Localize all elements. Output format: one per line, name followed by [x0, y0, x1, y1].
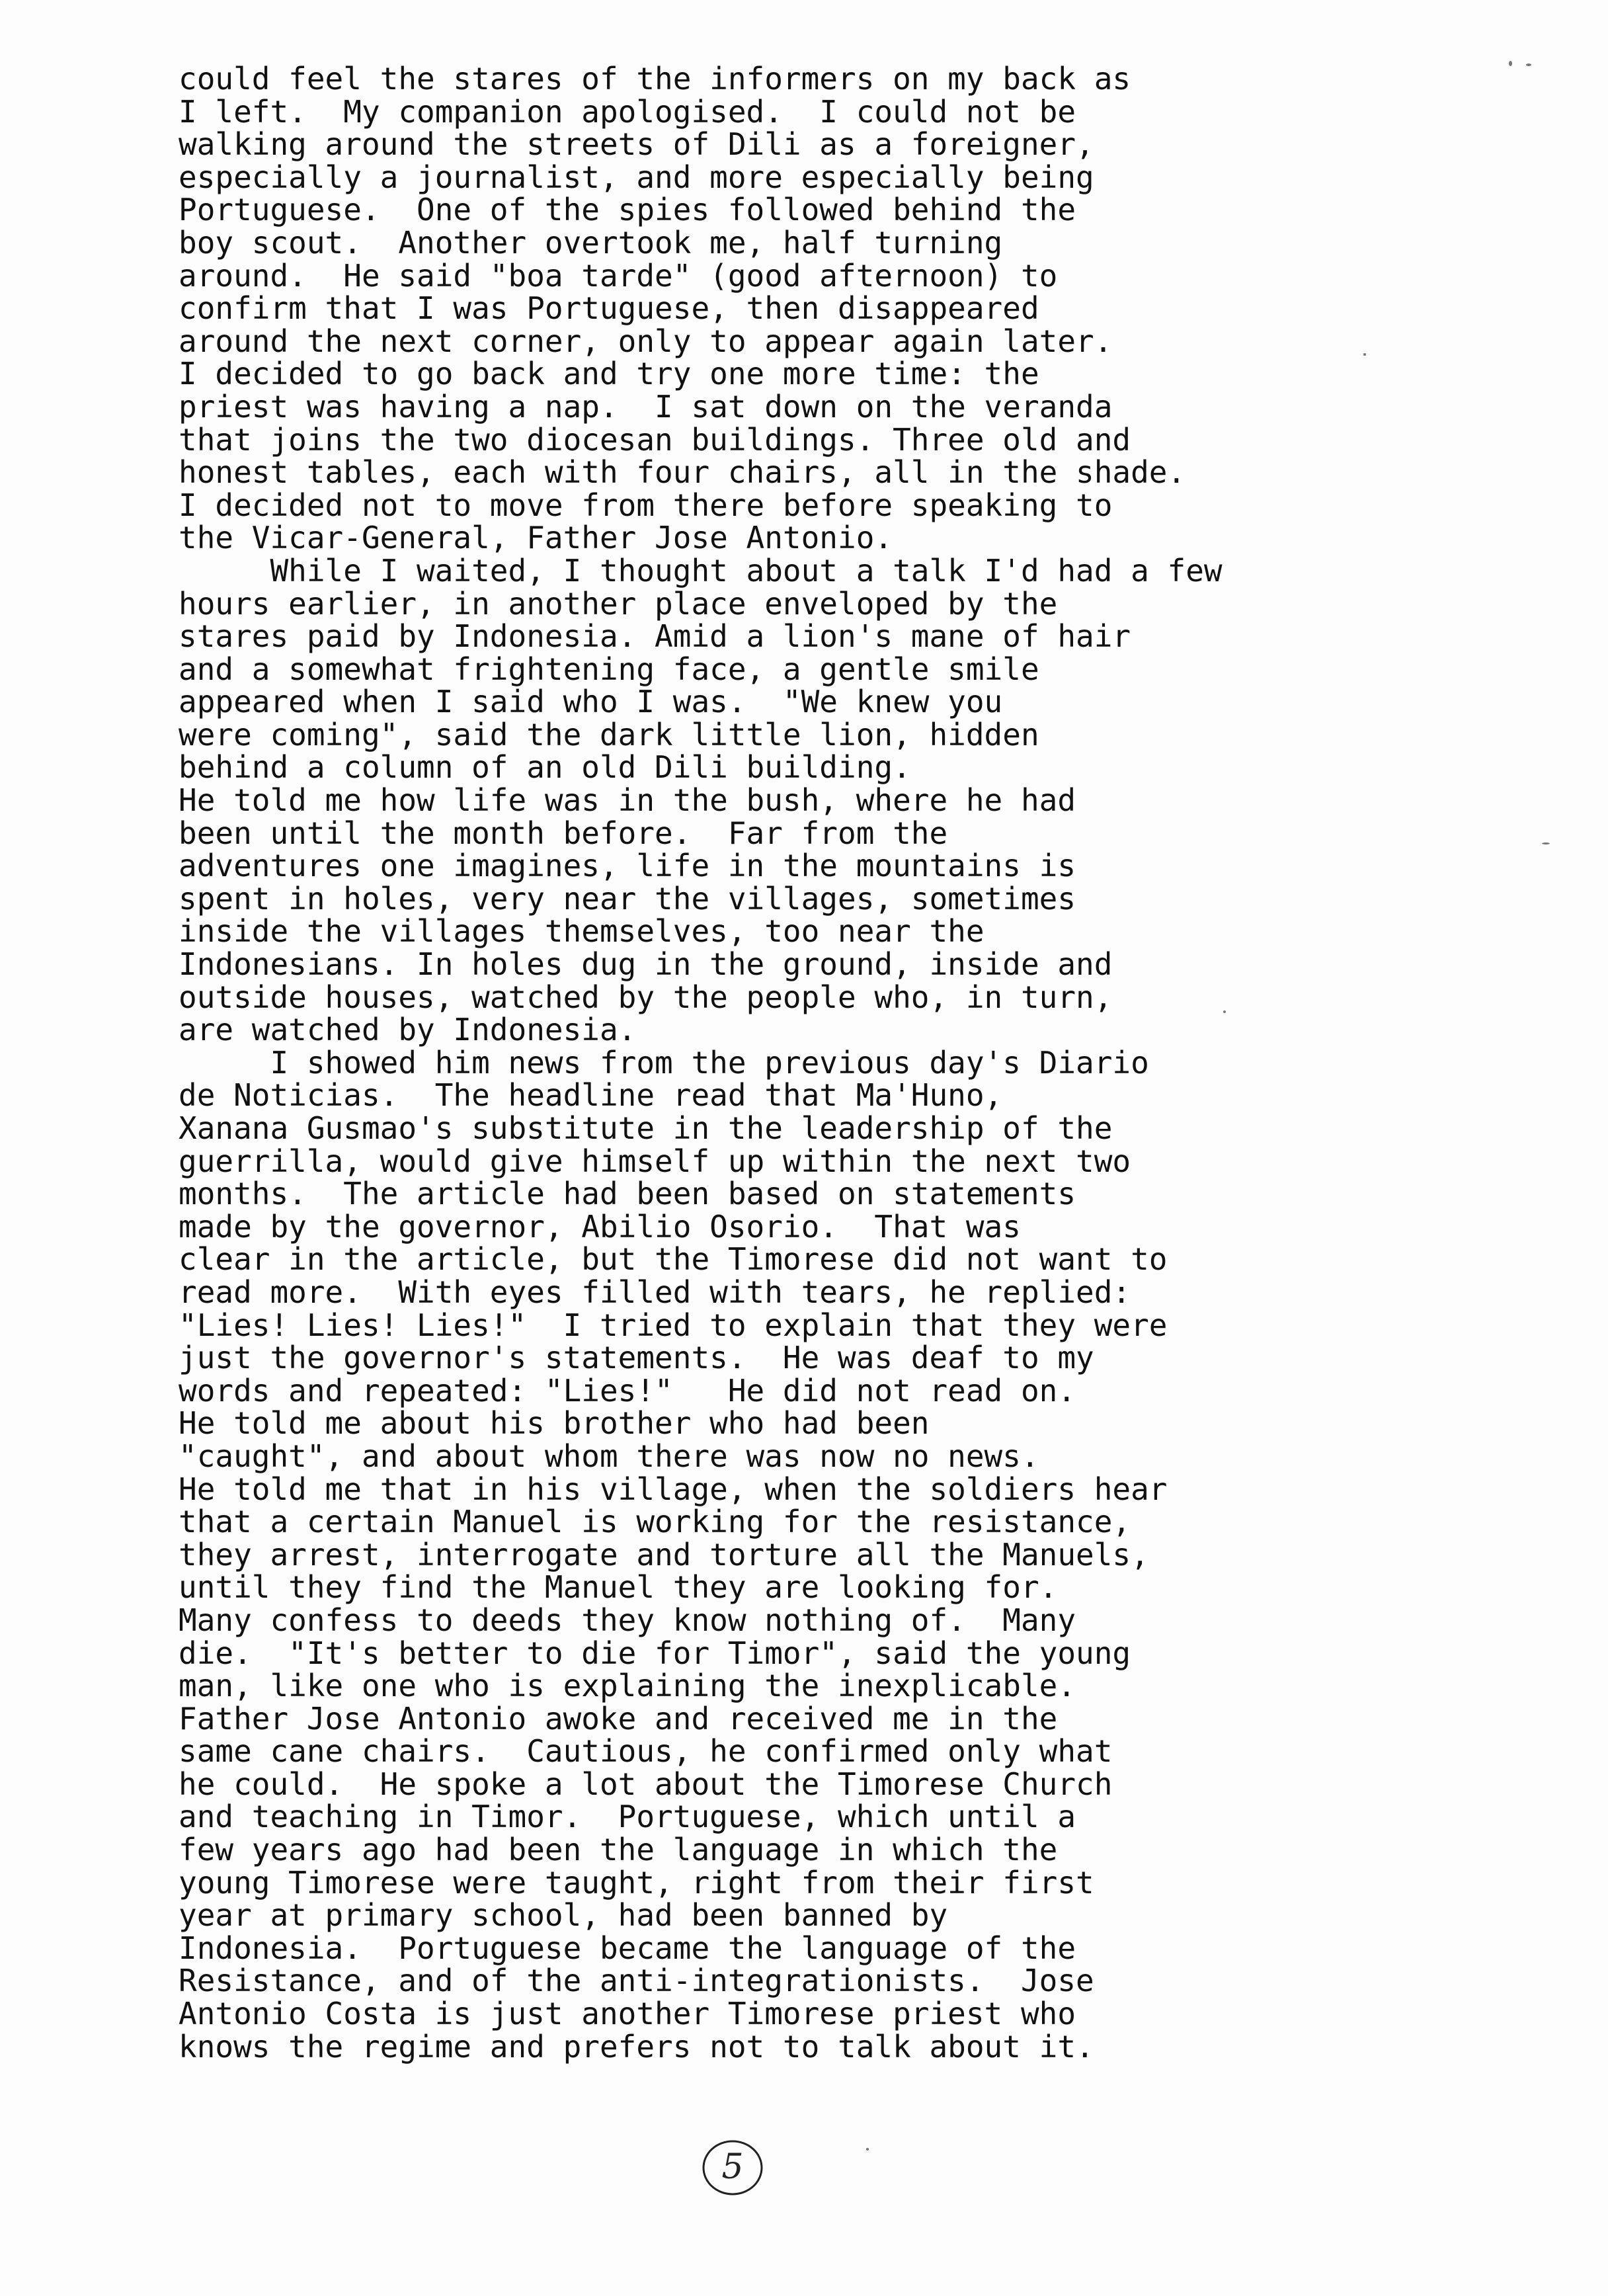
text-line: the Vicar-General, Father Jose Antonio.: [179, 520, 893, 556]
text-line: man, like one who is explaining the inexplicable.: [179, 1668, 1076, 1704]
text-line: clear in the article, but the Timorese did not want to: [179, 1241, 1168, 1278]
text-line: I decided to go back and try one more time: the: [179, 356, 1039, 392]
text-line: hours earlier, in another place enveloped by the: [179, 585, 1058, 622]
text-line: months. The article had been based on statements: [179, 1176, 1076, 1212]
text-line: Indonesians. In holes dug in the ground, inside and: [179, 946, 1113, 983]
text-line: I showed him news from the previous day's Diario: [179, 1044, 1149, 1081]
text-line: honest tables, each with four chairs, all in the shade.: [179, 454, 1186, 491]
text-line: been until the month before. Far from the: [179, 815, 948, 851]
text-line: young Timorese were taught, right from their first: [179, 1864, 1094, 1901]
text-line: I left. My companion apologised. I could not be: [179, 93, 1076, 130]
handwritten-page-number: [700, 2135, 766, 2201]
text-line: He told me that in his village, when the soldiers hear: [179, 1471, 1168, 1507]
page-number-text: 5: [721, 2147, 744, 2187]
text-line: Resistance, and of the anti-integrationists. Jose: [179, 1963, 1094, 1999]
text-line: I decided not to move from there before speaking to: [179, 487, 1113, 523]
text-line: He told me about his brother who had been: [179, 1405, 930, 1442]
text-line: Xanana Gusmao's substitute in the leadership of the: [179, 1110, 1113, 1146]
text-line: just the governor's statements. He was deaf to my: [179, 1340, 1094, 1376]
text-line: are watched by Indonesia.: [179, 1012, 637, 1048]
text-line: year at primary school, had been banned by: [179, 1897, 948, 1934]
text-line: behind a column of an old Dili building.: [179, 749, 911, 786]
text-line: inside the villages themselves, too near the: [179, 913, 985, 950]
text-line: stares paid by Indonesia. Amid a lion's mane of hair: [179, 618, 1131, 655]
scan-speck: [1223, 1010, 1226, 1013]
text-line: Father Jose Antonio awoke and received me in the: [179, 1700, 1058, 1737]
text-line: words and repeated: "Lies!" He did not read on.: [179, 1372, 1076, 1409]
text-line: read more. With eyes filled with tears, he replied:: [179, 1274, 1131, 1310]
text-line: walking around the streets of Dili as a foreigner,: [179, 126, 1094, 163]
body-text: [179, 63, 1527, 2063]
text-line: they arrest, interrogate and torture all the Manuels,: [179, 1536, 1149, 1573]
text-line: and teaching in Timor. Portuguese, which until a: [179, 1799, 1076, 1835]
scan-speck: [1509, 61, 1512, 66]
text-line: appeared when I said who I was. "We knew you: [179, 684, 1003, 720]
text-line: guerrilla, would give himself up within the next two: [179, 1143, 1131, 1179]
text-line: He told me how life was in the bush, where he had: [179, 782, 1076, 819]
scan-speck: [866, 2148, 869, 2151]
scan-speck: [1363, 353, 1366, 356]
scan-speck: [1542, 842, 1550, 844]
text-line: de Noticias. The headline read that Ma'Huno,: [179, 1077, 1003, 1114]
text-line: Many confess to deeds they know nothing of. Many: [179, 1602, 1076, 1638]
text-line: outside houses, watched by the people who, in turn,: [179, 979, 1113, 1015]
text-line: confirm that I was Portuguese, then disappeared: [179, 290, 1039, 327]
text-line: priest was having a nap. I sat down on the veranda: [179, 388, 1113, 425]
text-line: he could. He spoke a lot about the Timorese Church: [179, 1766, 1113, 1802]
text-line: spent in holes, very near the villages, sometimes: [179, 880, 1076, 917]
text-line: that a certain Manuel is working for the resistance,: [179, 1504, 1131, 1540]
text-line: around. He said "boa tarde" (good afternoon) to: [179, 257, 1058, 294]
text-line: "Lies! Lies! Lies!" I tried to explain that they were: [179, 1307, 1168, 1343]
text-line: that joins the two diocesan buildings. Three old and: [179, 421, 1131, 458]
scan-speck: [1526, 63, 1531, 66]
text-line: few years ago had been the language in which the: [179, 1832, 1058, 1868]
text-line: "caught", and about whom there was now no news.: [179, 1438, 1039, 1474]
text-line: Portuguese. One of the spies followed behind the: [179, 192, 1076, 228]
text-line: were coming", said the dark little lion, hidden: [179, 716, 1039, 753]
text-line: boy scout. Another overtook me, half turning: [179, 224, 1003, 261]
text-line: until they find the Manuel they are looking for.: [179, 1569, 1058, 1606]
text-line: adventures one imagines, life in the mountains is: [179, 848, 1076, 884]
text-line: made by the governor, Abilio Osorio. That was: [179, 1208, 1021, 1245]
text-line: and a somewhat frightening face, a gentle smile: [179, 651, 1039, 687]
text-line: knows the regime and prefers not to talk about it.: [179, 2028, 1094, 2065]
text-line: While I waited, I thought about a talk I'd had a few: [179, 552, 1223, 589]
text-line: Antonio Costa is just another Timorese priest who: [179, 1996, 1076, 2032]
text-line: especially a journalist, and more especially being: [179, 159, 1094, 195]
text-line: could feel the stares of the informers on my back as: [179, 61, 1131, 97]
text-line: Indonesia. Portuguese became the language of the: [179, 1930, 1076, 1966]
text-line: around the next corner, only to appear again later.: [179, 323, 1113, 359]
text-line: die. "It's better to die for Timor", said the young: [179, 1635, 1131, 1671]
text-line: same cane chairs. Cautious, he confirmed only what: [179, 1733, 1113, 1770]
